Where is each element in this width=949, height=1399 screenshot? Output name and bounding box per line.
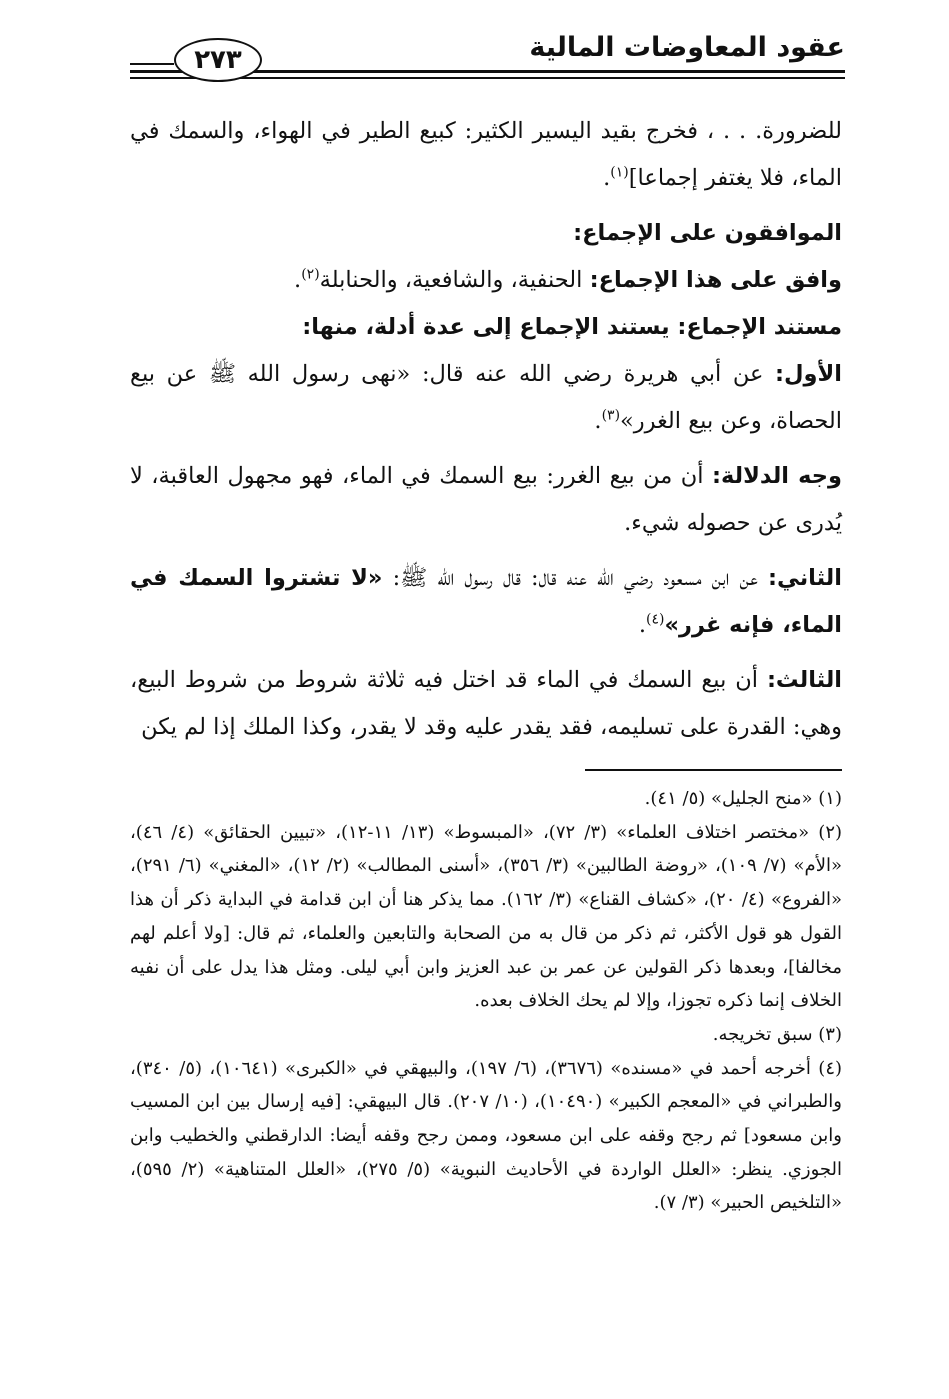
heading-agreeing-parties-text: الموافقون على الإجماع: bbox=[573, 220, 842, 246]
paragraph-3-label: مستند الإجماع: يستند الإجماع إلى عدة أدلة، منها: bbox=[302, 314, 842, 340]
heading-agreeing-parties bbox=[130, 210, 842, 257]
footnote-1: (١) «منح الجليل» (٥/ ٤١). bbox=[644, 788, 842, 809]
paragraph-5 bbox=[130, 453, 842, 547]
paragraph-6-label: الثاني: bbox=[767, 565, 842, 591]
paragraph-5-label: وجه الدلالة: bbox=[712, 463, 843, 489]
page-header bbox=[130, 28, 845, 98]
paragraph-1-text: للضرورة. . . ، فخرج بقيد اليسير الكثير: كبيع الطير في الهواء، والسمك في الماء، فلا يغتفر إجماعا] bbox=[130, 118, 842, 191]
paragraph-2 bbox=[130, 257, 842, 304]
footnote-ref-3: (٣) bbox=[601, 407, 621, 424]
page-number: ٢٧٣ bbox=[174, 38, 262, 82]
paragraph-4-end: . bbox=[594, 408, 602, 434]
footnote-4: (٤) أخرجه أحمد في «مسنده» (٣٦٧٦)، (٦/ ١٩٧)، والبيهقي في «الكبرى» (١٠٦٤١)، (٥/ ٣٤٠)، والطبراني في «المعجم الكبير» (١٠٤٩٠)، (١٠/ ٢٠٧). قال البيهقي: [فيه إرسال بين ابن المسيب وابن مسعود] ثم رجح وقفه على ابن مسعود، وممن رجح وقفه أيضا: الدارقطني والخطيب وابن الجوزي. ينظر: «العلل الواردة في الأحاديث النبوية» (٥/ ٢٧٥)، «العلل المتناهية» (٢/ ٥٩٥)، «التلخيص الحبير» (٣/ ٧). bbox=[130, 1057, 843, 1214]
running-title: عقود المعاوضات المالية bbox=[529, 32, 845, 63]
paragraph-7-text: أن بيع السمك في الماء قد اختل فيه ثلاثة شروط من شروط البيع، وهي: القدرة على تسليمه، فقد يقدر عليه وقد لا يقدر، وكذا الملك إذا لم يكن bbox=[130, 667, 842, 740]
header-rule-left bbox=[130, 63, 174, 65]
footnote-divider bbox=[585, 769, 842, 771]
paragraph-4 bbox=[130, 351, 842, 445]
paragraph-1 bbox=[130, 108, 842, 202]
paragraph-4-label: الأول: bbox=[775, 361, 842, 387]
paragraph-2-label: وافق على هذا الإجماع: bbox=[589, 267, 842, 293]
footnote-ref-2: (٢) bbox=[301, 266, 320, 283]
paragraph-1-end: . bbox=[603, 165, 611, 191]
paragraph-3 bbox=[130, 304, 842, 351]
paragraph-7-label: الثالث: bbox=[766, 667, 842, 693]
paragraph-6-end: . bbox=[638, 612, 646, 638]
paragraph-2-text: الحنفية، والشافعية، والحنابلة bbox=[319, 267, 590, 293]
paragraph-7 bbox=[130, 657, 842, 751]
footnote-3: (٣) سبق تخريجه. bbox=[712, 1023, 842, 1045]
paragraph-2-end: . bbox=[294, 267, 302, 293]
footnote-ref-4: (٤) bbox=[645, 611, 665, 628]
footnote-ref-1: (١) bbox=[610, 164, 629, 181]
paragraph-6-text: عن ابن مسعود رضي الله عنه قال: قال رسول الله ﷺ: bbox=[382, 565, 768, 591]
paragraph-6 bbox=[130, 555, 842, 649]
main-text bbox=[130, 108, 842, 751]
footnotes bbox=[130, 782, 842, 1220]
paragraph-6-quote: «لا تشتروا السمك في الماء، فإنه غرر» bbox=[130, 565, 842, 638]
paragraph-4-text: عن أبي هريرة رضي الله عنه قال: «نهى رسول الله ﷺ عن بيع الحصاة، وعن بيع الغرر» bbox=[130, 361, 842, 434]
paragraph-5-text: أن من بيع الغرر: بيع السمك في الماء، فهو مجهول العاقبة، لا يُدرى عن حصوله شيء. bbox=[130, 463, 842, 536]
footnote-2: (٢) «مختصر اختلاف العلماء» (٣/ ٧٢)، «المبسوط» (١٣/ ١١-١٢)، «تبيين الحقائق» (٤/ ٤٦)، «الأم» (٧/ ١٠٩)، «روضة الطالبين» (٣/ ٣٥٦)، «أسنى المطالب» (٢/ ١٢)، «المغني» (٦/ ٢٩١)، «الفروع» (٤/ ٢٠)، «كشاف القناع» (٣/ ١٦٢). مما يذكر هنا أن ابن قدامة في البداية ذكر أن هذا القول هو قول الأكثر، ثم ذكر من قال به من الصحابة والتابعين والعلماء، ثم قال: [ولا أعلم لهم مخالفا]، وبعدها ذكر القولين عن عمر بن عبد العزيز وابن أبي ليلى. ومثل هذا يدل على أن نفيه الخلاف إنما ذكره تجوزا، وإلا لم يحك الخلاف بعده. bbox=[130, 821, 843, 1012]
